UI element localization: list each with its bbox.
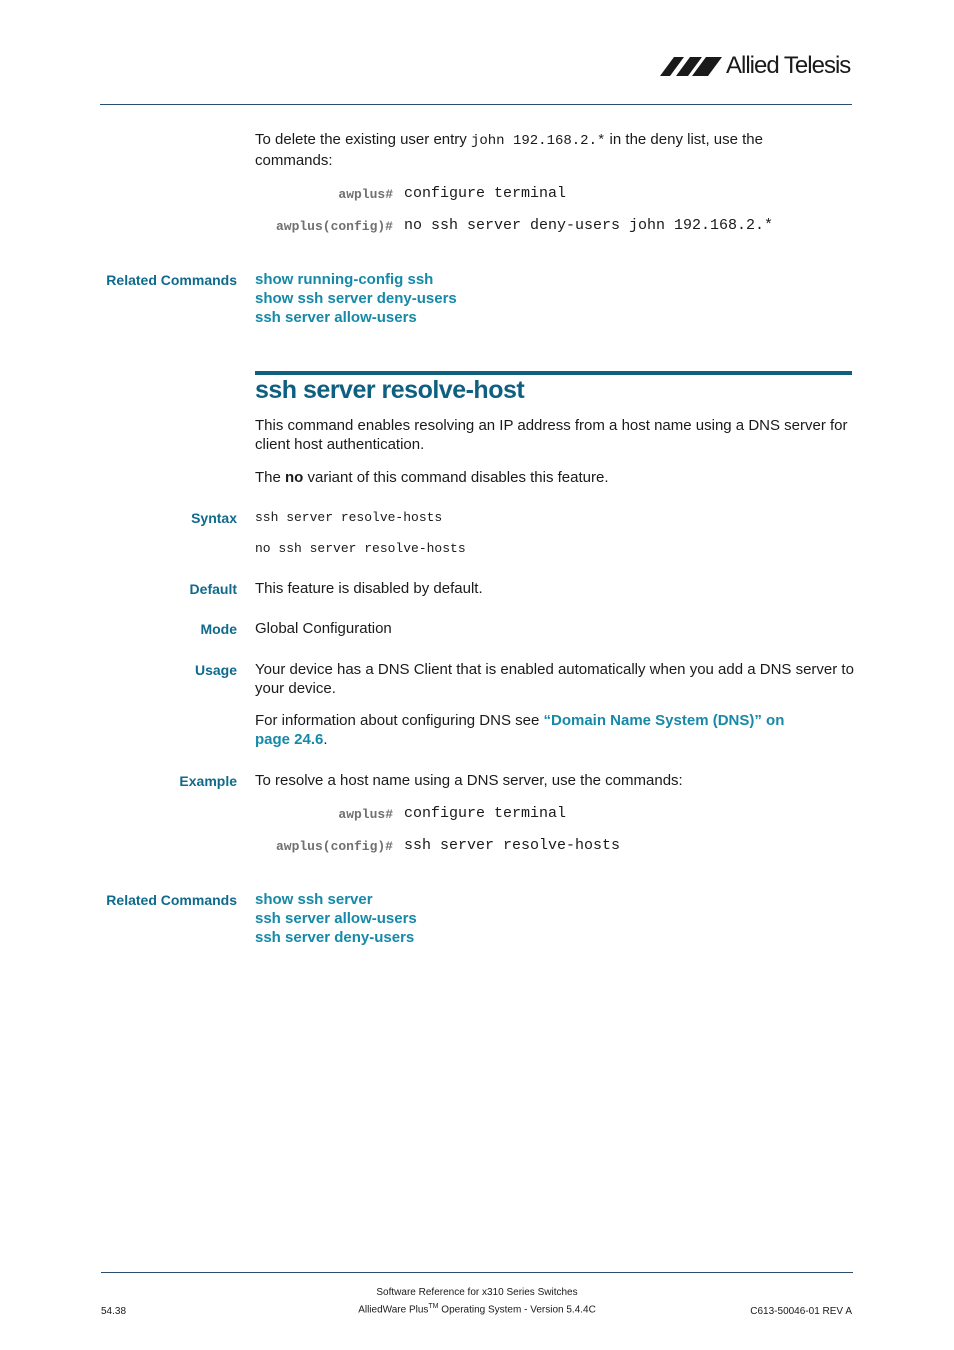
description-line: This command enables resolving an IP address from a host name using a DNS server for — [255, 417, 848, 434]
allied-telesis-logo — [660, 50, 855, 82]
related-command-link[interactable]: ssh server allow-users — [255, 910, 417, 927]
header-rule — [100, 104, 852, 105]
prompt: awplus# — [338, 187, 393, 202]
command-line: configure terminal — [404, 185, 567, 202]
page-number: 54.38 — [101, 1306, 127, 1317]
syntax-line: no ssh server resolve-hosts — [255, 541, 466, 556]
intro-text-post: in the deny list, use the — [605, 131, 763, 148]
command-line: ssh server resolve-hosts — [404, 837, 621, 854]
command-line: no ssh server deny-users john 192.168.2.* — [404, 217, 774, 234]
section-description — [255, 416, 855, 454]
mode-text: Global Configuration — [255, 620, 392, 637]
syntax-line: ssh server resolve-hosts — [255, 510, 443, 525]
section-rule — [255, 371, 852, 375]
document-id: C613-50046-01 REV A — [750, 1306, 852, 1317]
example-text: To resolve a host name using a DNS server, use the commands: — [255, 772, 683, 789]
prompt: awplus(config)# — [275, 839, 393, 854]
logo-mark-icon — [660, 55, 722, 77]
intro-code: john 192.168.2.* — [470, 133, 606, 149]
text: Operating System - Version 5.4.4C — [438, 1304, 596, 1316]
related-commands-list — [255, 270, 457, 327]
related-command-link[interactable]: show ssh server — [255, 891, 373, 908]
example-label: Example — [179, 773, 237, 789]
related-commands-list — [255, 890, 417, 947]
section-title: ssh server resolve-host — [255, 376, 525, 404]
intro-text-line2: commands: — [255, 152, 333, 169]
usage-line: your device. — [255, 680, 336, 697]
trademark: TM — [428, 1303, 439, 1310]
related-command-link[interactable]: show ssh server deny-users — [255, 290, 457, 307]
usage-line: Your device has a DNS Client that is enabled automatically when you add a DNS server to — [255, 661, 854, 678]
usage-paragraph — [255, 660, 855, 698]
intro-paragraph — [255, 130, 852, 170]
text: variant of this command disables this feature. — [303, 469, 609, 486]
footer-title: Software Reference for x310 Series Switches — [376, 1287, 578, 1298]
default-label: Default — [189, 581, 237, 597]
related-command-link[interactable]: show running-config ssh — [255, 271, 434, 288]
text: AlliedWare Plus — [358, 1304, 429, 1316]
text: For information about configuring DNS see — [255, 712, 544, 729]
intro-text-pre: To delete the existing user entry — [255, 131, 471, 148]
footer-rule — [101, 1272, 853, 1273]
prompt: awplus# — [338, 807, 393, 822]
text: . — [323, 731, 328, 748]
related-command-link[interactable]: ssh server allow-users — [255, 309, 417, 326]
no-keyword: no — [285, 469, 304, 486]
dns-cross-reference-link[interactable]: “Domain Name System (DNS)” on — [543, 712, 785, 729]
command-line: configure terminal — [404, 805, 567, 822]
description-line: client host authentication. — [255, 436, 425, 453]
prompt: awplus(config)# — [275, 219, 393, 234]
logo-text: Allied Telesis — [726, 52, 851, 79]
usage-label: Usage — [194, 662, 237, 678]
no-variant-paragraph — [255, 468, 852, 487]
page-reference-link[interactable]: page 24.6 — [255, 731, 324, 748]
syntax-label: Syntax — [191, 510, 237, 526]
text: The — [255, 469, 286, 486]
mode-label: Mode — [200, 621, 237, 637]
related-commands-label: Related Commands — [106, 892, 237, 908]
default-text: This feature is disabled by default. — [255, 580, 483, 597]
usage-dns-paragraph — [255, 711, 852, 749]
related-command-link[interactable]: ssh server deny-users — [255, 929, 415, 946]
related-commands-label: Related Commands — [106, 272, 237, 288]
footer-product — [300, 1303, 654, 1315]
